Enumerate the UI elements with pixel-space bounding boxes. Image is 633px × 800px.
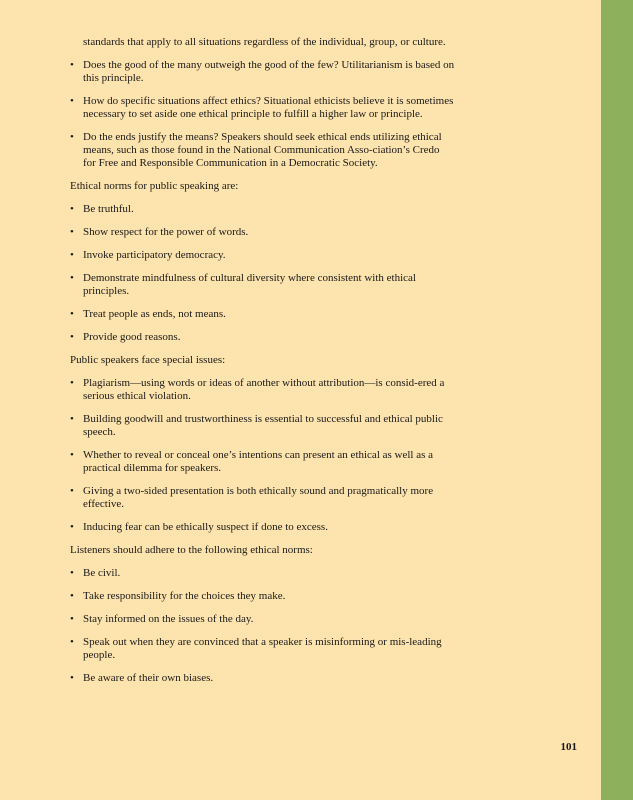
bullet-icon: • <box>70 95 74 107</box>
bullet-icon: • <box>70 226 74 238</box>
list-item: • Be civil. <box>70 567 121 579</box>
ethical-questions-list <box>70 59 455 170</box>
bullet-icon: • <box>70 249 74 261</box>
list-item: • Invoke participatory democracy. <box>70 249 226 261</box>
bullet-icon: • <box>70 308 74 320</box>
bullet-icon: • <box>70 672 74 684</box>
bullet-icon: • <box>70 272 74 284</box>
list-item: • Does the good of the many outweigh the good of the few? Utilitarianism is based on this principle. <box>70 59 455 84</box>
bullet-icon: • <box>70 413 74 425</box>
list-item: • Inducing fear can be ethically suspect if done to excess. <box>70 521 328 533</box>
list-item: • Take responsibility for the choices they make. <box>70 590 286 602</box>
list-item: • Be aware of their own biases. <box>70 672 214 684</box>
side-color-band <box>601 0 633 800</box>
list-item: • Be truthful. <box>70 203 134 215</box>
bullet-icon: • <box>70 590 74 602</box>
list-item: • Building goodwill and trustworthiness is essential to successful and ethical public speech. <box>70 413 443 438</box>
continuation-text: standards that apply to all situations regardless of the individual, group, or culture. <box>83 36 446 48</box>
list-item: • Giving a two-sided presentation is both ethically sound and pragmatically more effective. <box>70 485 434 510</box>
listener-norms-intro: Listeners should adhere to the following ethical norms: <box>70 544 313 556</box>
special-issues-list <box>70 377 455 534</box>
page-number: 101 <box>560 741 577 753</box>
bullet-icon: • <box>70 59 74 71</box>
bullet-icon: • <box>70 203 74 215</box>
bullet-icon: • <box>70 449 74 461</box>
list-item: • Provide good reasons. <box>70 331 181 343</box>
list-item: • Stay informed on the issues of the day. <box>70 613 254 625</box>
bullet-icon: • <box>70 485 74 497</box>
bullet-icon: • <box>70 567 74 579</box>
bullet-icon: • <box>70 636 74 648</box>
bullet-icon: • <box>70 131 74 143</box>
list-item: • Show respect for the power of words. <box>70 226 249 238</box>
bullet-icon: • <box>70 377 74 389</box>
page-content <box>70 36 455 695</box>
special-issues-intro: Public speakers face special issues: <box>70 354 226 366</box>
list-item: • Treat people as ends, not means. <box>70 308 226 320</box>
list-item: • Plagiarism—using words or ideas of another without attribution—is consid-ered a serious ethical violation. <box>70 377 445 402</box>
list-item: • Speak out when they are convinced that a speaker is misinforming or mis-leading people. <box>70 636 442 661</box>
bullet-icon: • <box>70 521 74 533</box>
public-speaking-intro: Ethical norms for public speaking are: <box>70 180 239 192</box>
public-speaking-norms-list <box>70 203 455 344</box>
list-item: • Do the ends justify the means? Speakers should seek ethical ends utilizing ethical means, such as those found in the National Communication Asso-ciation’s Credo for Free and Responsible Communication in a Democratic Society. <box>70 131 442 169</box>
listener-norms-list <box>70 567 455 685</box>
bullet-icon: • <box>70 331 74 343</box>
list-item: • How do specific situations affect ethics? Situational ethicists believe it is sometimes necessary to set aside one ethical principle to fulfill a higher law or principle. <box>70 95 454 120</box>
bullet-icon: • <box>70 613 74 625</box>
list-item: • Demonstrate mindfulness of cultural diversity where consistent with ethical principles. <box>70 272 416 297</box>
list-item: • Whether to reveal or conceal one’s intentions can present an ethical as well as a practical dilemma for speakers. <box>70 449 434 474</box>
